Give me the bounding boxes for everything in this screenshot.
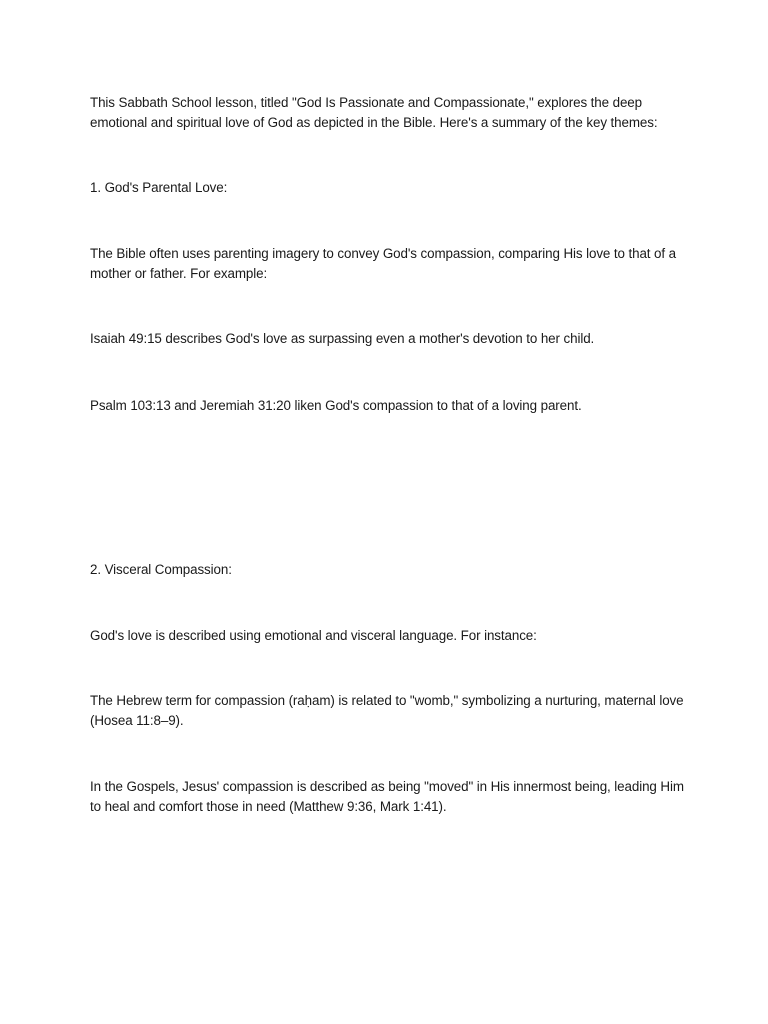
section-heading-visceral-compassion: 2. Visceral Compassion:: [90, 562, 232, 577]
parental-love-paragraph: The Bible often uses parenting imagery to convey God's compassion, comparing His love to that of a mother or father. For example:: [90, 246, 676, 281]
hebrew-term-paragraph: The Hebrew term for compassion (raḥam) is related to "womb," symbolizing a nurturing, maternal love (Hosea 11:8–9).: [90, 693, 684, 728]
section-heading-parental-love: 1. God's Parental Love:: [90, 180, 228, 195]
isaiah-example-paragraph: Isaiah 49:15 describes God's love as surpassing even a mother's devotion to her child.: [90, 331, 595, 346]
psalm-jeremiah-example-paragraph: Psalm 103:13 and Jeremiah 31:20 liken God's compassion to that of a loving parent.: [90, 398, 582, 413]
gospels-paragraph: In the Gospels, Jesus' compassion is described as being "moved" in His innermost being, leading Him to heal and comfort those in need (Matthew 9:36, Mark 1:41).: [90, 779, 684, 814]
intro-paragraph: This Sabbath School lesson, titled "God Is Passionate and Compassionate," explores the deep emotional and spiritual love of God as depicted in the Bible. Here's a summary of the key themes:: [90, 95, 658, 130]
visceral-compassion-paragraph: God's love is described using emotional and visceral language. For instance:: [90, 628, 537, 643]
